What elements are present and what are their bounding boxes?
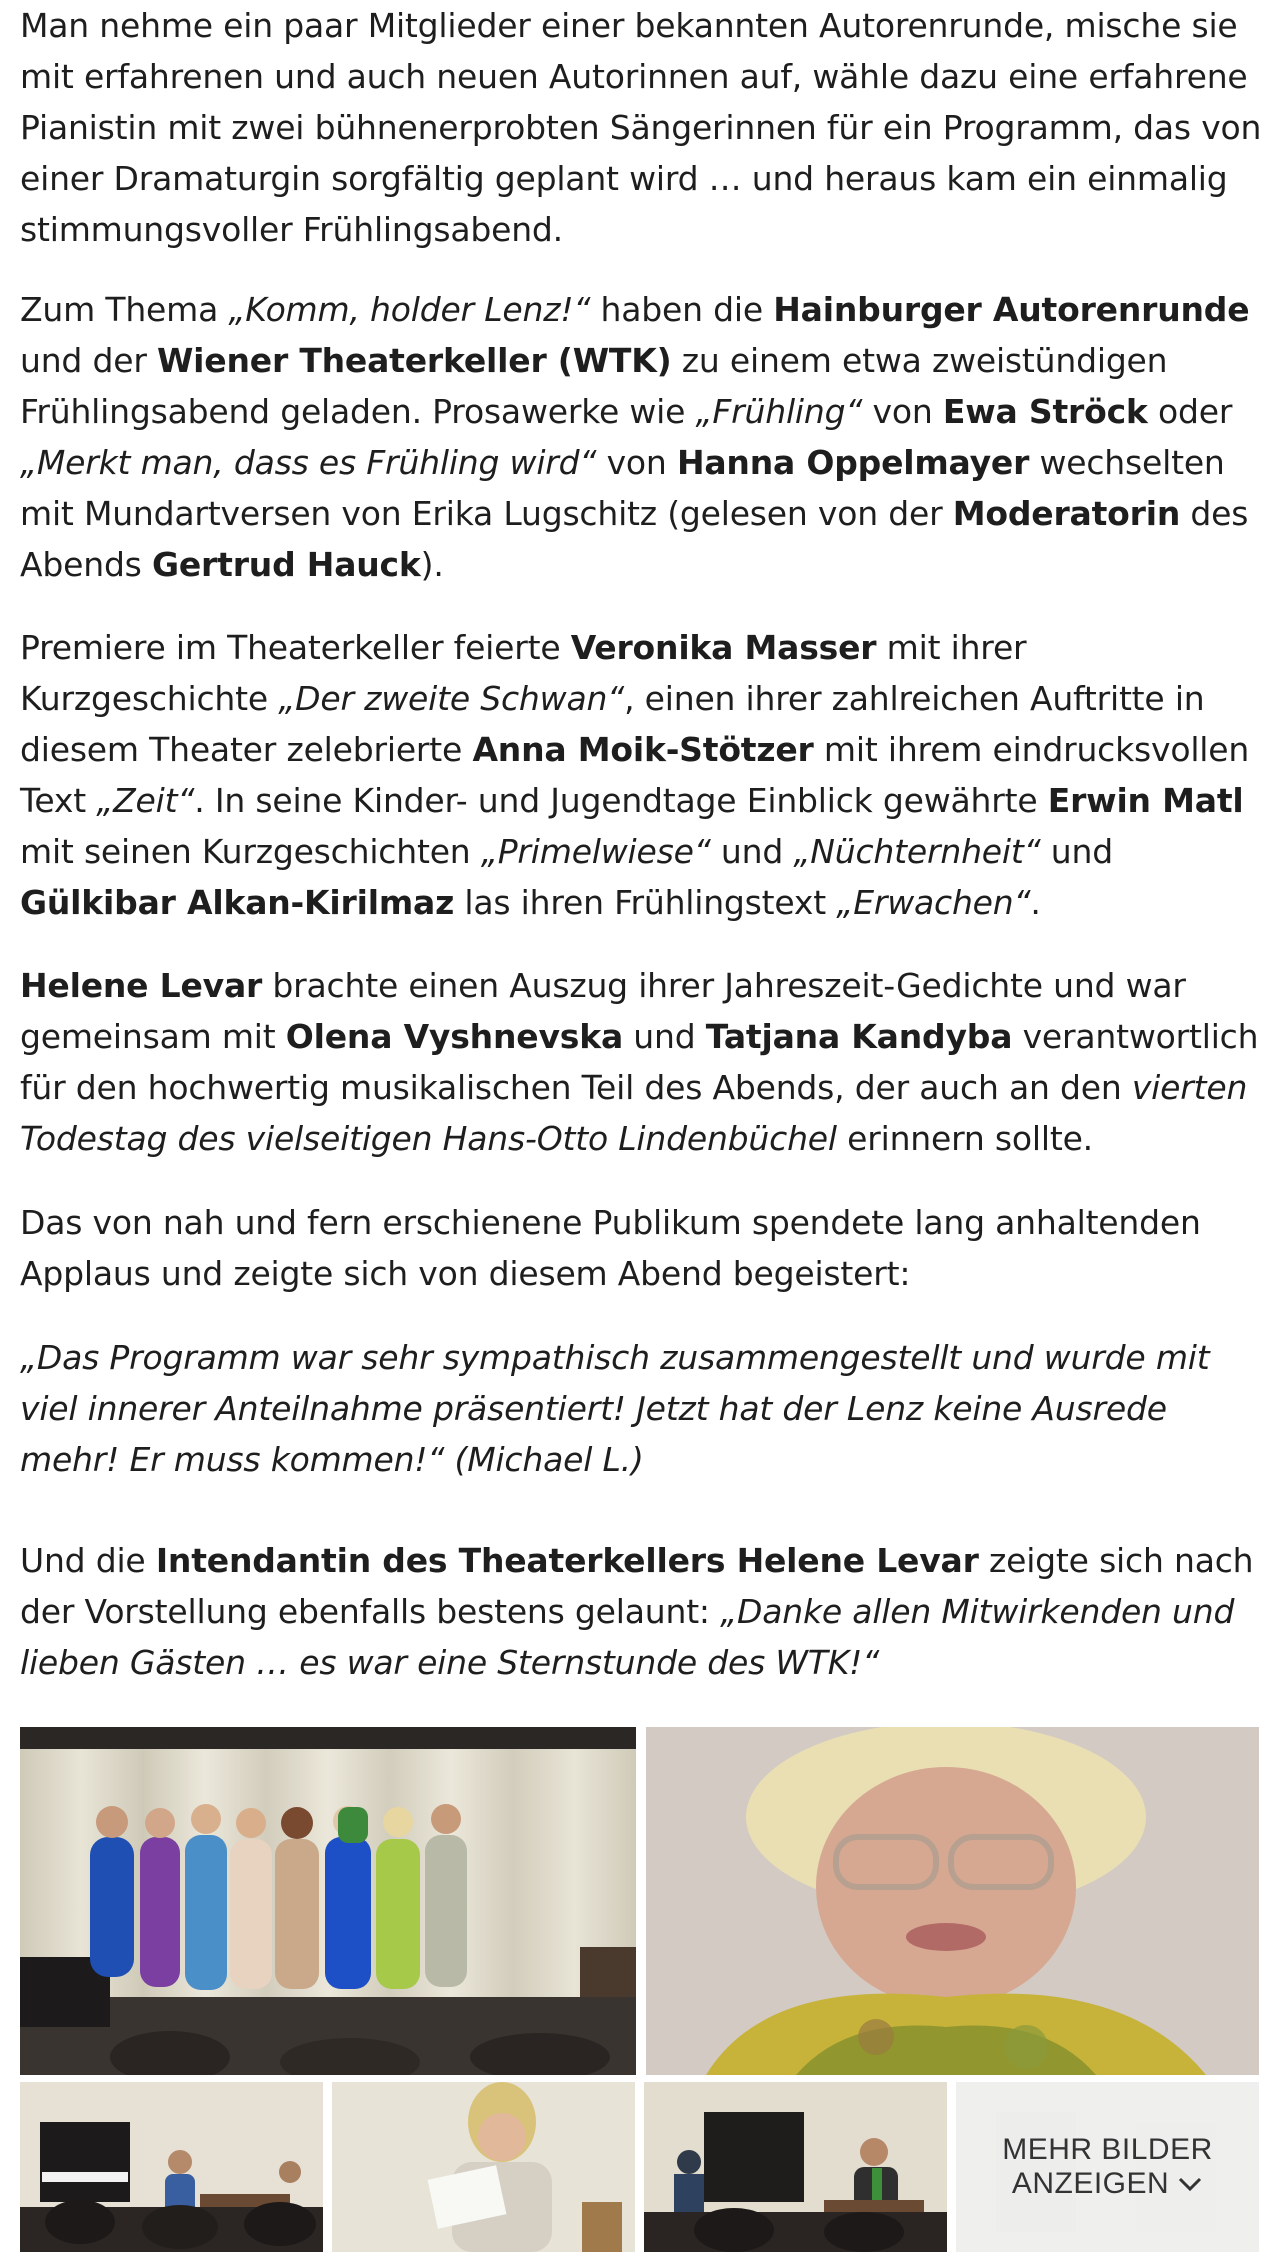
show-more-line1: MEHR BILDER: [1002, 2133, 1213, 2166]
gallery-photo-singer[interactable]: [332, 2082, 635, 2252]
paragraph-intendant: Und die Intendantin des Theaterkellers Helene Levar zeigte sich nach der Vorstellung ebenfalls bestens gelaunt: „Danke allen Mitwirkenden und lieben Gästen … es war eine Sternstunde des WTK!“: [20, 1541, 1254, 1682]
show-more-line2: ANZEIGEN: [1011, 2167, 1170, 2200]
paragraph-music: Helene Levar brachte einen Auszug ihrer Jahreszeit-Gedichte und war gemeinsam mit Olena Vyshnevska und Tatjana Kandyba verantwortlich für den hochwertig musikalischen Teil des Abends, der auch an den vierten Todestag des vielseitigen Hans-Otto Lindenbüchel erinnern sollte.: [20, 966, 1259, 1158]
paragraph-premiere: Premiere im Theaterkeller feierte Veronika Masser mit ihrer Kurzgeschichte „Der zweite Schwan“, einen ihrer zahlreichen Auftritte in diesem Theater zelebrierte Anna Moik-Stötzer mit ihrem eindrucksvollen Text „Zeit“. In seine Kinder- und Jugendtage Einblick gewährte Erwin Matl mit seinen Kurzgeschichten „Primelwiese“ und „Nüchternheit“ und Gülkibar Alkan-Kirilmaz las ihren Frühlingstext „Erwachen“.: [20, 628, 1250, 922]
chevron-down-icon: [1177, 2175, 1203, 2193]
gallery-photo-piano[interactable]: [20, 2082, 323, 2252]
paragraph-audience: Das von nah und fern erschienene Publikum spendete lang anhaltenden Applaus und zeigte sich von diesem Abend begeistert:: [20, 1203, 1201, 1293]
gallery-photo-reader[interactable]: [646, 1727, 1259, 2075]
paragraph-quote: „Das Programm war sehr sympathisch zusammengestellt und wurde mit viel innerer Anteilnahme präsentiert! Jetzt hat der Lenz keine Ausrede mehr! Er muss kommen!“ (Michael L.): [20, 1338, 1210, 1479]
paragraph-theme: Zum Thema „Komm, holder Lenz!“ haben die Hainburger Autorenrunde und der Wiener Theaterkeller (WTK) zu einem etwa zweistündigen Frühlingsabend geladen. Prosawerke wie „Frühling“ von Ewa Ströck oder „Merkt man, dass es Frühling wird“ von Hanna Oppelmayer wechselten mit Mundartversen von Erika Lugschitz (gelesen von der Moderatorin des Abends Gertrud Hauck).: [20, 290, 1250, 584]
show-more-images-button[interactable]: [956, 2082, 1259, 2252]
gallery-photo-musicians[interactable]: [644, 2082, 947, 2252]
paragraph-intro: Man nehme ein paar Mitglieder einer bekannten Autorenrunde, mische sie mit erfahrenen und auch neuen Autorinnen auf, wähle dazu eine erfahrene Pianistin mit zwei bühnenerprobten Sängerinnen für ein Programm, das von einer Dramaturgin sorgfältig geplant wird … und heraus kam ein einmalig stimmungsvoller Frühlingsabend.: [20, 6, 1262, 249]
gallery-photo-group[interactable]: [20, 1727, 636, 2075]
